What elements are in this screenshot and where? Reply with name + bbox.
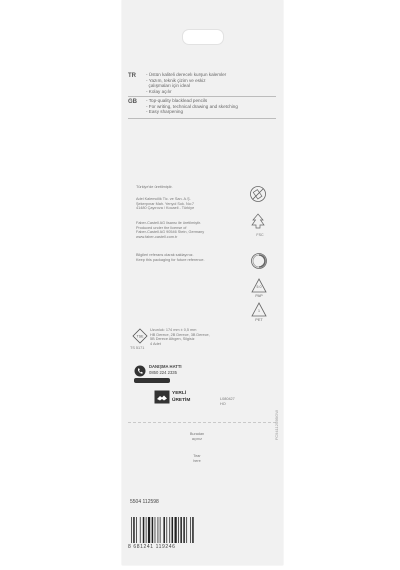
- keep-note: [136, 253, 236, 262]
- tear-line: Tear: [193, 454, 201, 458]
- perforation-line: [128, 422, 276, 423]
- tse-label: TS 5171: [130, 346, 145, 350]
- tr-line: - Yazım, teknik çizim ve eskiz: [146, 77, 206, 83]
- phone-icon: [134, 365, 146, 377]
- barcode-bar: [180, 517, 182, 543]
- pap-label: PAP: [255, 294, 263, 298]
- barcode-bar: [172, 517, 174, 543]
- vertical-code: FC9411259BGW: [274, 410, 279, 441]
- tse-mark-icon: [132, 328, 148, 344]
- tear-line: here: [193, 458, 201, 463]
- barcode-bar: [146, 517, 147, 543]
- local-line2: ÜRETİM: [172, 398, 191, 403]
- divider: [128, 118, 276, 119]
- blister-card: [122, 0, 283, 565]
- batch-line: HO: [220, 401, 226, 406]
- hang-hole: [182, 29, 224, 45]
- barcode-bar: [136, 517, 137, 543]
- barcode-bar: [169, 517, 170, 543]
- license-line: Faber-Castell AG 90546 Stein, Germany: [136, 230, 205, 234]
- ean-number: 8 681241 119246: [128, 544, 176, 550]
- tear-instruction-en: [177, 454, 217, 463]
- tr-line: - Üstün kaliteli derecelı kurşun kalemler: [146, 72, 227, 77]
- tr-line: - Kolay açılır: [146, 88, 172, 94]
- keep-line: Bilgileri referans olarak saklayınız.: [136, 253, 194, 257]
- tear-line: açınız: [191, 436, 203, 441]
- spec-line: HB Derece, 2B Derece, 3B Derece,: [150, 332, 210, 337]
- gb-line: - Easy sharpening: [146, 109, 184, 115]
- address-line: Adel Kalemcilik Tic. ve San. A.Ş.: [136, 197, 191, 201]
- fsc-label: FSC: [256, 233, 264, 237]
- barcode-bar: [163, 517, 165, 543]
- tr-features: [146, 72, 280, 94]
- batch-code: [220, 397, 235, 406]
- tear-instruction-tr: [177, 432, 217, 441]
- no-sharpener-icon: [249, 185, 267, 203]
- lang-code-gb: GB: [128, 99, 137, 105]
- importer-address: [136, 197, 236, 211]
- license-line: Faber-Castell AG lisansı ile üretilmiştir.: [136, 221, 201, 225]
- hotline-title: DANIŞMA HATTI: [149, 364, 182, 369]
- hotline-number: 0850 224 2335: [149, 370, 177, 375]
- barcode: [130, 517, 202, 543]
- local-line1: YERLİ: [172, 391, 187, 396]
- barcode-bar: [178, 517, 179, 543]
- barcode-bar: [192, 517, 194, 543]
- barcode-bar: [133, 517, 135, 543]
- barcode-bar: [143, 517, 145, 543]
- barcode-bar: [140, 517, 141, 543]
- barcode-bar: [155, 517, 156, 543]
- lang-code-tr: TR: [128, 73, 136, 79]
- barcode-bar: [158, 517, 159, 543]
- license-line: www.faber-castell.com.tr: [136, 234, 178, 239]
- product-specs: [150, 328, 245, 346]
- handshake-icon: [154, 390, 170, 404]
- pap-number: 5 0: [256, 285, 262, 289]
- batch-line: L080427: [220, 397, 235, 401]
- pet-number: 1: [258, 309, 260, 313]
- license-text: [136, 221, 236, 239]
- pet-label: PET: [255, 318, 263, 322]
- address-line: Şekerpınar Mah. Yenyol Sok. No:7: [136, 201, 195, 206]
- address-line: 41480 Çayırova / Kocaeli - Türkiye: [136, 206, 195, 210]
- barcode-bar: [183, 517, 185, 543]
- barcode-bar: [148, 517, 150, 543]
- article-number: 5504 112598: [130, 499, 159, 505]
- svg-text:TSE: TSE: [136, 334, 144, 339]
- barcode-bar: [152, 517, 154, 543]
- gb-line: - For writing, technical drawing and sketching: [146, 103, 238, 109]
- keep-line: Keep this packaging for future reference.: [136, 257, 205, 262]
- origin-text: Türkiye'de üretilmiştir.: [136, 185, 173, 189]
- gb-line: - Top-quality blacklead pencils: [146, 98, 208, 103]
- barcode-bar: [131, 517, 132, 543]
- spec-line: 4 Adet: [150, 341, 161, 346]
- green-dot-icon: [250, 252, 268, 270]
- tear-line: Buradan: [189, 432, 205, 436]
- barcode-bar: [160, 517, 161, 543]
- gb-features: [146, 98, 280, 115]
- spec-line: 5B Derece Altıgen, Silgisiz: [150, 337, 195, 341]
- divider: [128, 96, 276, 97]
- license-line: Produced under the license of: [136, 225, 187, 230]
- barcode-bar: [175, 517, 177, 543]
- barcode-bar: [186, 517, 187, 543]
- barcode-bar: [190, 517, 191, 543]
- hotline-url-strip: [134, 378, 170, 383]
- tr-line: çalışmaları için ideal: [146, 83, 190, 89]
- barcode-bar: [166, 517, 167, 543]
- spec-line: Uzunluk: 174 mm ± 0,5 mm: [150, 328, 197, 332]
